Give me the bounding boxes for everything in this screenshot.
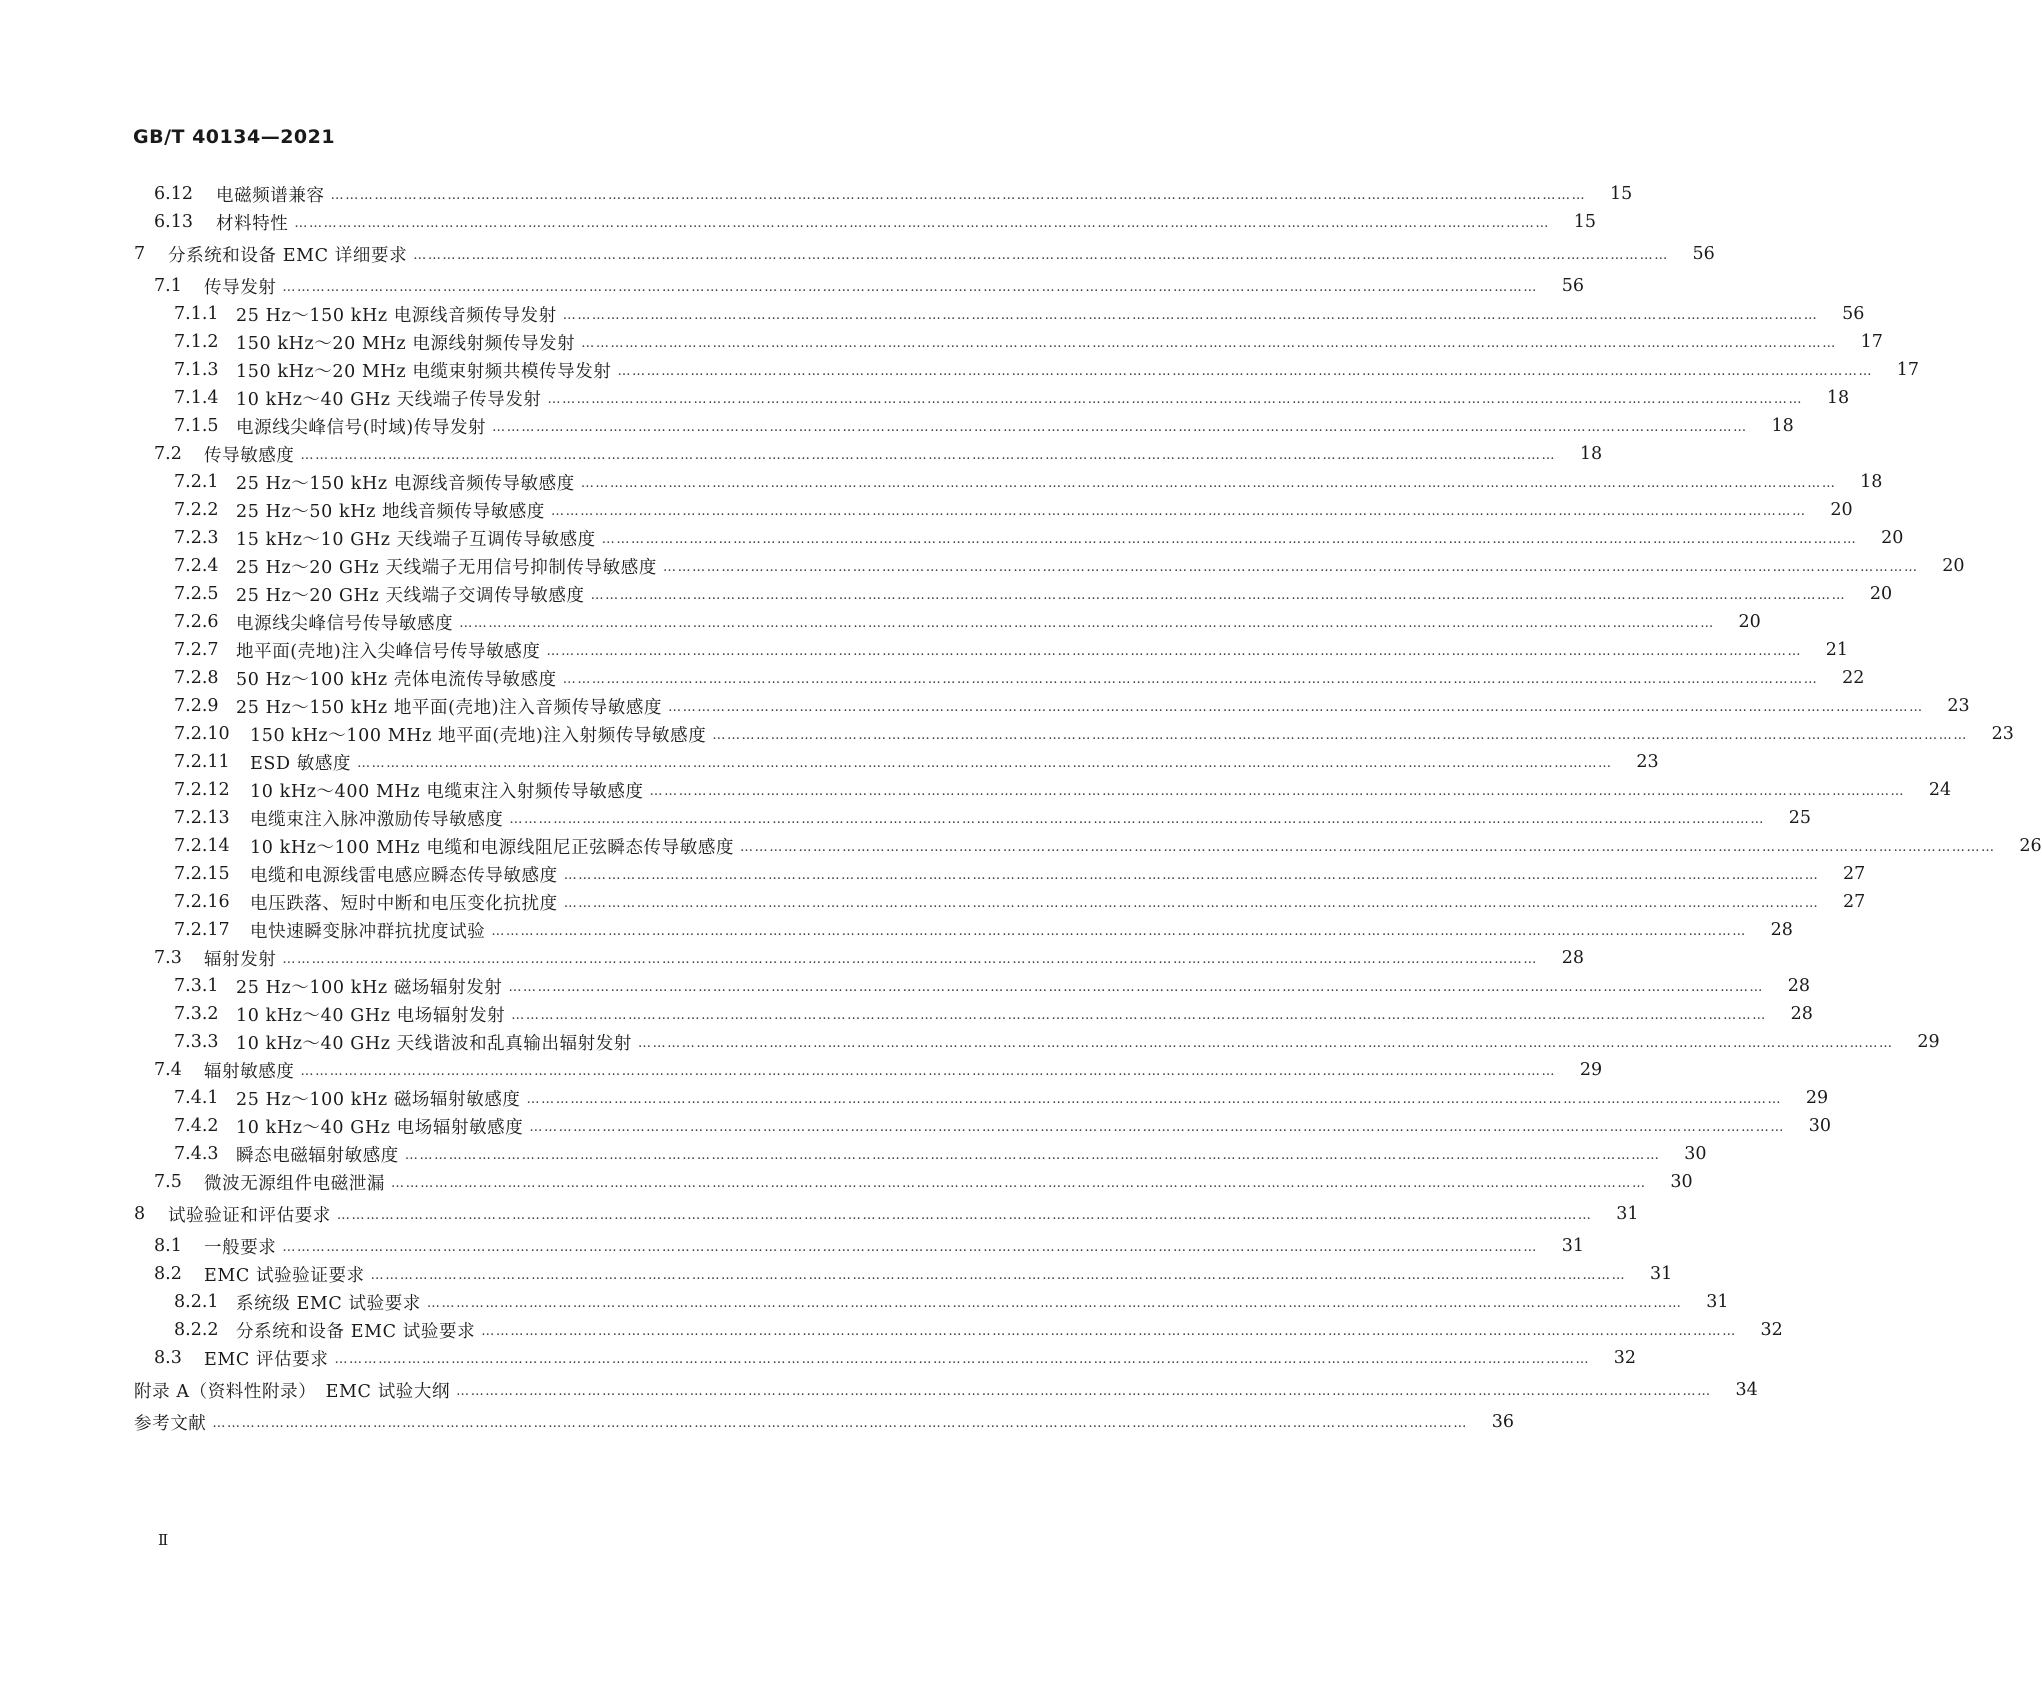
- toc-entry-7-2-3[interactable]: [0, 524, 1904, 552]
- toc-title: 150 kHz～20 MHz 电缆束射频共模传导发射: [236, 361, 612, 382]
- toc-number: 7.2.11: [174, 752, 230, 772]
- toc-title: 150 kHz～20 MHz 电源线射频传导发射: [236, 333, 576, 354]
- toc-number: 8.3: [154, 1348, 182, 1368]
- toc-number: 7.4: [154, 1060, 182, 1080]
- toc-entry-7-2-13[interactable]: [0, 804, 1812, 832]
- toc-entry-7-2-5[interactable]: [0, 580, 1893, 608]
- toc-entry-7-4-3[interactable]: [0, 1140, 1707, 1168]
- dot-leader: ……………………………………………………………………………………………………………………………………………………………………………………………………………………………………: [334, 1351, 1591, 1367]
- toc-title: 瞬态电磁辐射敏感度: [236, 1145, 399, 1166]
- toc-page: 30: [1808, 1116, 1831, 1136]
- toc-page: 20: [1869, 584, 1893, 604]
- toc-title: 25 Hz～20 GHz 天线端子无用信号抑制传导敏感度: [236, 557, 657, 578]
- toc-entry-7-2-15[interactable]: [0, 860, 1866, 888]
- toc-entry-7-2-6[interactable]: [0, 608, 1761, 636]
- toc-entry-7-1[interactable]: [0, 272, 1585, 300]
- dot-leader: ……………………………………………………………………………………………………………………………………………………………………………………………………………………………………: [459, 615, 1715, 631]
- dot-leader: ……………………………………………………………………………………………………………………………………………………………………………………………………………………………………: [590, 587, 1847, 603]
- toc-title: 25 Hz～20 GHz 天线端子交调传导敏感度: [236, 585, 585, 606]
- toc-page: 30: [1684, 1144, 1707, 1164]
- dot-leader: ……………………………………………………………………………………………………………………………………………………………………………………………………………………………………: [491, 923, 1747, 939]
- toc-entry-8-2-2[interactable]: [0, 1316, 1783, 1344]
- toc-number: 7.1.1: [174, 304, 219, 324]
- toc-page: 28: [1787, 976, 1811, 996]
- toc-page: 18: [1860, 472, 1883, 492]
- toc-entry-7-2-2[interactable]: [0, 496, 1853, 524]
- toc-number: 7.2.3: [174, 528, 219, 548]
- toc-page: 17: [1896, 360, 1920, 380]
- toc-number: 7.2.10: [174, 724, 230, 744]
- dot-leader: ……………………………………………………………………………………………………………………………………………………………………………………………………………………………………: [637, 1035, 1894, 1051]
- toc-page: 18: [1826, 388, 1850, 408]
- toc-page: 30: [1670, 1172, 1693, 1192]
- dot-leader: ……………………………………………………………………………………………………………………………………………………………………………………………………………………………………: [526, 1091, 1783, 1107]
- toc-entry-7-2-12[interactable]: [0, 776, 1952, 804]
- toc-title: 分系统和设备 EMC 试验要求: [236, 1321, 476, 1342]
- toc-title: 地平面(壳地)注入尖峰信号传导敏感度: [236, 641, 541, 662]
- toc-number: 7.3: [154, 948, 182, 968]
- dot-leader: ……………………………………………………………………………………………………………………………………………………………………………………………………………………………………: [294, 215, 1551, 231]
- toc-entry-7-2-17[interactable]: [0, 916, 1793, 944]
- toc-title: 电快速瞬变脉冲群抗扰度试验: [250, 921, 486, 942]
- toc-entry-7-1-4[interactable]: [0, 384, 1850, 412]
- toc-title: 电源线尖峰信号(时域)传导发射: [236, 417, 487, 438]
- toc-title: 辐射敏感度: [204, 1061, 295, 1082]
- toc-number: 7.2.8: [174, 668, 219, 688]
- toc-number: 7: [134, 244, 146, 264]
- toc-entry-7-3[interactable]: [0, 944, 1585, 972]
- toc-page: 15: [1609, 184, 1633, 204]
- toc-page: 31: [1706, 1292, 1729, 1312]
- toc-page: 23: [1947, 696, 1970, 716]
- toc-page: 17: [1860, 332, 1883, 352]
- toc-title: 10 kHz～40 GHz 电场辐射敏感度: [236, 1117, 524, 1138]
- toc-entry-8-2-1[interactable]: [0, 1288, 1729, 1316]
- toc-title: 传导发射: [204, 277, 277, 298]
- dot-leader: ……………………………………………………………………………………………………………………………………………………………………………………………………………………………………: [740, 839, 1996, 855]
- toc-title: 试验验证和评估要求: [168, 1205, 331, 1226]
- toc-entry-8-2[interactable]: [0, 1260, 1673, 1288]
- toc-entry-6-13[interactable]: [0, 208, 1597, 236]
- dot-leader: ……………………………………………………………………………………………………………………………………………………………………………………………………………………………………: [662, 559, 1919, 575]
- toc-title: 25 Hz～150 kHz 地平面(壳地)注入音频传导敏感度: [236, 697, 663, 718]
- toc-title: EMC 试验验证要求: [204, 1265, 365, 1286]
- toc-number: 8.2.2: [174, 1320, 219, 1340]
- dot-leader: ……………………………………………………………………………………………………………………………………………………………………………………………………………………………………: [456, 1383, 1712, 1399]
- toc-title: 25 Hz～50 kHz 地线音频传导敏感度: [236, 501, 545, 522]
- toc-page: 27: [1843, 864, 1866, 884]
- toc-number: 7.2.17: [174, 920, 230, 940]
- toc-page: 23: [1636, 752, 1659, 772]
- toc-title: 系统级 EMC 试验要求: [236, 1293, 421, 1314]
- toc-entry-8-1[interactable]: [0, 1232, 1585, 1260]
- toc-number: 7.4.3: [174, 1144, 219, 1164]
- toc-page: 21: [1825, 640, 1849, 660]
- toc-number: 7.4.2: [174, 1116, 219, 1136]
- toc-number: 7.2.13: [174, 808, 230, 828]
- toc-entry-7-2-9[interactable]: [0, 692, 1970, 720]
- toc-number: 8.1: [154, 1236, 182, 1256]
- toc-title: 微波无源组件电磁泄漏: [204, 1173, 385, 1194]
- toc-entry-7-2-4[interactable]: [0, 552, 1965, 580]
- toc-entry-7-1-5[interactable]: [0, 412, 1794, 440]
- toc-entry-7-2-7[interactable]: [0, 636, 1849, 664]
- toc-entry-7-4[interactable]: [0, 1056, 1603, 1084]
- toc-number: 7.4.1: [174, 1088, 219, 1108]
- toc-page: 28: [1790, 1004, 1813, 1024]
- toc-page: 56: [1692, 244, 1715, 264]
- toc-title: 25 Hz～100 kHz 磁场辐射发射: [236, 977, 503, 998]
- toc-number: 7.1.3: [174, 360, 219, 380]
- toc-entry-7-4-1[interactable]: [0, 1084, 1829, 1112]
- toc-entry-7-2-14[interactable]: [0, 832, 2042, 860]
- toc-number: 7.2.12: [174, 780, 230, 800]
- toc-number: 7.3.2: [174, 1004, 219, 1024]
- dot-leader: ……………………………………………………………………………………………………………………………………………………………………………………………………………………………………: [357, 755, 1613, 771]
- dot-leader: ……………………………………………………………………………………………………………………………………………………………………………………………………………………………………: [546, 643, 1803, 659]
- toc-title: 分系统和设备 EMC 详细要求: [168, 245, 408, 266]
- dot-leader: ……………………………………………………………………………………………………………………………………………………………………………………………………………………………………: [492, 419, 1748, 435]
- toc-page: 20: [1881, 528, 1904, 548]
- toc-title: EMC 评估要求: [204, 1349, 329, 1370]
- toc-page: 28: [1770, 920, 1793, 940]
- toc-title: 10 kHz～40 GHz 天线端子传导发射: [236, 389, 542, 410]
- dot-leader: ……………………………………………………………………………………………………………………………………………………………………………………………………………………………………: [300, 447, 1557, 463]
- dot-leader: ……………………………………………………………………………………………………………………………………………………………………………………………………………………………………: [391, 1175, 1647, 1191]
- toc-title: 15 kHz～10 GHz 天线端子互调传导敏感度: [236, 529, 596, 550]
- dot-leader: ……………………………………………………………………………………………………………………………………………………………………………………………………………………………………: [563, 867, 1820, 883]
- toc-page: 26: [2019, 836, 2042, 856]
- dot-leader: ……………………………………………………………………………………………………………………………………………………………………………………………………………………………………: [426, 1295, 1683, 1311]
- dot-leader: ……………………………………………………………………………………………………………………………………………………………………………………………………………………………………: [529, 1119, 1785, 1135]
- toc-page: 28: [1561, 948, 1585, 968]
- toc-number: 7.1: [154, 276, 182, 296]
- toc-page: 29: [1917, 1032, 1940, 1052]
- toc-title: 参考文献: [134, 1413, 207, 1434]
- toc-entry-8[interactable]: [0, 1200, 1639, 1228]
- dot-leader: ……………………………………………………………………………………………………………………………………………………………………………………………………………………………………: [370, 1267, 1627, 1283]
- toc-title: ESD 敏感度: [250, 753, 352, 774]
- dot-leader: ……………………………………………………………………………………………………………………………………………………………………………………………………………………………………: [712, 727, 1968, 743]
- toc-number: 7.2.9: [174, 696, 219, 716]
- toc-page: 56: [1561, 276, 1585, 296]
- dot-leader: ……………………………………………………………………………………………………………………………………………………………………………………………………………………………………: [336, 1207, 1593, 1223]
- dot-leader: ……………………………………………………………………………………………………………………………………………………………………………………………………………………………………: [404, 1147, 1661, 1163]
- toc-number: 7.1.2: [174, 332, 219, 352]
- dot-leader: ……………………………………………………………………………………………………………………………………………………………………………………………………………………………………: [413, 247, 1669, 263]
- toc-page: 29: [1579, 1060, 1603, 1080]
- toc-title: 150 kHz～100 MHz 地平面(壳地)注入射频传导敏感度: [250, 725, 707, 746]
- dot-leader: ……………………………………………………………………………………………………………………………………………………………………………………………………………………………………: [509, 811, 1766, 827]
- toc-entry-7-3-3[interactable]: [0, 1028, 1940, 1056]
- toc-number: 7.2.6: [174, 612, 219, 632]
- toc-page: 20: [1738, 612, 1761, 632]
- toc-entry-7-3-2[interactable]: [0, 1000, 1813, 1028]
- toc-entry-7[interactable]: [0, 240, 1715, 268]
- toc-entry-7-2-10[interactable]: [0, 720, 2014, 748]
- toc-page: 36: [1491, 1412, 1515, 1432]
- toc-page: 20: [1942, 556, 1965, 576]
- toc-title: 电缆束注入脉冲激励传导敏感度: [250, 809, 504, 830]
- toc-entry-7-4-2[interactable]: [0, 1112, 1831, 1140]
- toc-entry-7-1-2[interactable]: [0, 328, 1883, 356]
- toc-number: 7.2.1: [174, 472, 219, 492]
- toc-page: 27: [1843, 892, 1866, 912]
- toc-page: 31: [1616, 1204, 1639, 1224]
- toc-entry-references[interactable]: [0, 1408, 1515, 1436]
- toc-entry-7-2-16[interactable]: [0, 888, 1866, 916]
- toc-page: 32: [1613, 1348, 1637, 1368]
- toc-number: 8: [134, 1204, 146, 1224]
- toc-title: 10 kHz～40 GHz 天线谐波和乱真输出辐射发射: [236, 1033, 632, 1054]
- toc-number: 8.2: [154, 1264, 182, 1284]
- toc-title: 一般要求: [204, 1237, 277, 1258]
- toc-number: 8.2.1: [174, 1292, 219, 1312]
- dot-leader: ……………………………………………………………………………………………………………………………………………………………………………………………………………………………………: [511, 1007, 1767, 1023]
- toc-title: 电缆和电源线雷电感应瞬态传导敏感度: [250, 865, 558, 886]
- toc-title: 附录 A（资料性附录） EMC 试验大纲: [134, 1381, 451, 1402]
- toc-page: 18: [1579, 444, 1603, 464]
- toc-page: 56: [1842, 304, 1865, 324]
- toc-entry-7-2-11[interactable]: [0, 748, 1659, 776]
- toc-number: 7.5: [154, 1172, 182, 1192]
- toc-page: 31: [1649, 1264, 1673, 1284]
- toc-page: 18: [1771, 416, 1794, 436]
- dot-leader: ……………………………………………………………………………………………………………………………………………………………………………………………………………………………………: [282, 279, 1539, 295]
- toc-entry-7-2-1[interactable]: [0, 468, 1883, 496]
- toc-title: 电源线尖峰信号传导敏感度: [236, 613, 454, 634]
- dot-leader: ……………………………………………………………………………………………………………………………………………………………………………………………………………………………………: [212, 1415, 1469, 1431]
- toc-title: 电磁频谱兼容: [216, 185, 325, 206]
- toc-entry-7-2[interactable]: [0, 440, 1603, 468]
- toc-number: 7.2.14: [174, 836, 230, 856]
- toc-number: 7.2.16: [174, 892, 230, 912]
- toc-title: 25 Hz～150 kHz 电源线音频传导敏感度: [236, 473, 575, 494]
- toc-page: 31: [1561, 1236, 1585, 1256]
- toc-number: 6.12: [154, 184, 193, 204]
- dot-leader: ……………………………………………………………………………………………………………………………………………………………………………………………………………………………………: [563, 895, 1820, 911]
- toc-entry-7-1-1[interactable]: [0, 300, 1865, 328]
- toc-title: 10 kHz～400 MHz 电缆束注入射频传导敏感度: [250, 781, 644, 802]
- dot-leader: ……………………………………………………………………………………………………………………………………………………………………………………………………………………………………: [581, 335, 1837, 351]
- toc-entry-7-2-8[interactable]: [0, 664, 1865, 692]
- toc-number: 7.3.1: [174, 976, 219, 996]
- toc-number: 7.2: [154, 444, 182, 464]
- toc-number: 7.3.3: [174, 1032, 219, 1052]
- toc-number: 7.2.2: [174, 500, 219, 520]
- page-number: Ⅱ: [158, 1531, 169, 1549]
- toc-page: 23: [1991, 724, 2014, 744]
- toc-title: 电压跌落、短时中断和电压变化抗扰度: [250, 893, 558, 914]
- toc-entry-7-1-3[interactable]: [0, 356, 1920, 384]
- toc-page: 34: [1735, 1380, 1758, 1400]
- dot-leader: ……………………………………………………………………………………………………………………………………………………………………………………………………………………………………: [668, 699, 1924, 715]
- toc-title: 10 kHz～40 GHz 电场辐射发射: [236, 1005, 506, 1026]
- dot-leader: ……………………………………………………………………………………………………………………………………………………………………………………………………………………………………: [601, 531, 1858, 547]
- toc-page: 24: [1928, 780, 1952, 800]
- toc-page: 15: [1573, 212, 1597, 232]
- dot-leader: ……………………………………………………………………………………………………………………………………………………………………………………………………………………………………: [547, 391, 1804, 407]
- toc-number: 6.13: [154, 212, 193, 232]
- toc-title: 50 Hz～100 kHz 壳体电流传导敏感度: [236, 669, 557, 690]
- toc-number: 7.1.5: [174, 416, 219, 436]
- toc-entry-7-5[interactable]: [0, 1168, 1693, 1196]
- toc-entry-7-3-1[interactable]: [0, 972, 1811, 1000]
- toc-entry-6-12[interactable]: [0, 180, 1633, 208]
- standard-code: GB/T 40134—2021: [133, 126, 336, 148]
- toc-number: 7.2.4: [174, 556, 219, 576]
- dot-leader: ……………………………………………………………………………………………………………………………………………………………………………………………………………………………………: [282, 1239, 1539, 1255]
- toc-number: 7.2.15: [174, 864, 230, 884]
- toc-page: 25: [1788, 808, 1812, 828]
- toc-title: 25 Hz～150 kHz 电源线音频传导发射: [236, 305, 557, 326]
- toc-title: 25 Hz～100 kHz 磁场辐射敏感度: [236, 1089, 521, 1110]
- toc-title: 10 kHz～100 MHz 电缆和电源线阻尼正弦瞬态传导敏感度: [250, 837, 735, 858]
- toc-title: 传导敏感度: [204, 445, 295, 466]
- toc-title: 材料特性: [216, 213, 289, 234]
- toc-entry-appendix-a[interactable]: [0, 1376, 1758, 1404]
- dot-leader: ……………………………………………………………………………………………………………………………………………………………………………………………………………………………………: [580, 475, 1837, 491]
- dot-leader: ……………………………………………………………………………………………………………………………………………………………………………………………………………………………………: [551, 503, 1807, 519]
- dot-leader: ……………………………………………………………………………………………………………………………………………………………………………………………………………………………………: [617, 363, 1874, 379]
- toc-number: 7.1.4: [174, 388, 219, 408]
- toc-page: 29: [1805, 1088, 1829, 1108]
- toc-title: 辐射发射: [204, 949, 277, 970]
- toc-page: 20: [1830, 500, 1853, 520]
- dot-leader: ……………………………………………………………………………………………………………………………………………………………………………………………………………………………………: [481, 1323, 1737, 1339]
- dot-leader: ……………………………………………………………………………………………………………………………………………………………………………………………………………………………………: [330, 187, 1587, 203]
- dot-leader: ……………………………………………………………………………………………………………………………………………………………………………………………………………………………………: [300, 1063, 1557, 1079]
- toc-page: 32: [1760, 1320, 1783, 1340]
- toc-page: 22: [1842, 668, 1865, 688]
- dot-leader: ……………………………………………………………………………………………………………………………………………………………………………………………………………………………………: [508, 979, 1765, 995]
- toc-number: 7.2.7: [174, 640, 219, 660]
- toc-entry-8-3[interactable]: [0, 1344, 1637, 1372]
- dot-leader: ……………………………………………………………………………………………………………………………………………………………………………………………………………………………………: [282, 951, 1539, 967]
- dot-leader: ……………………………………………………………………………………………………………………………………………………………………………………………………………………………………: [649, 783, 1906, 799]
- dot-leader: ……………………………………………………………………………………………………………………………………………………………………………………………………………………………………: [562, 671, 1819, 687]
- dot-leader: ……………………………………………………………………………………………………………………………………………………………………………………………………………………………………: [562, 307, 1819, 323]
- toc-number: 7.2.5: [174, 584, 219, 604]
